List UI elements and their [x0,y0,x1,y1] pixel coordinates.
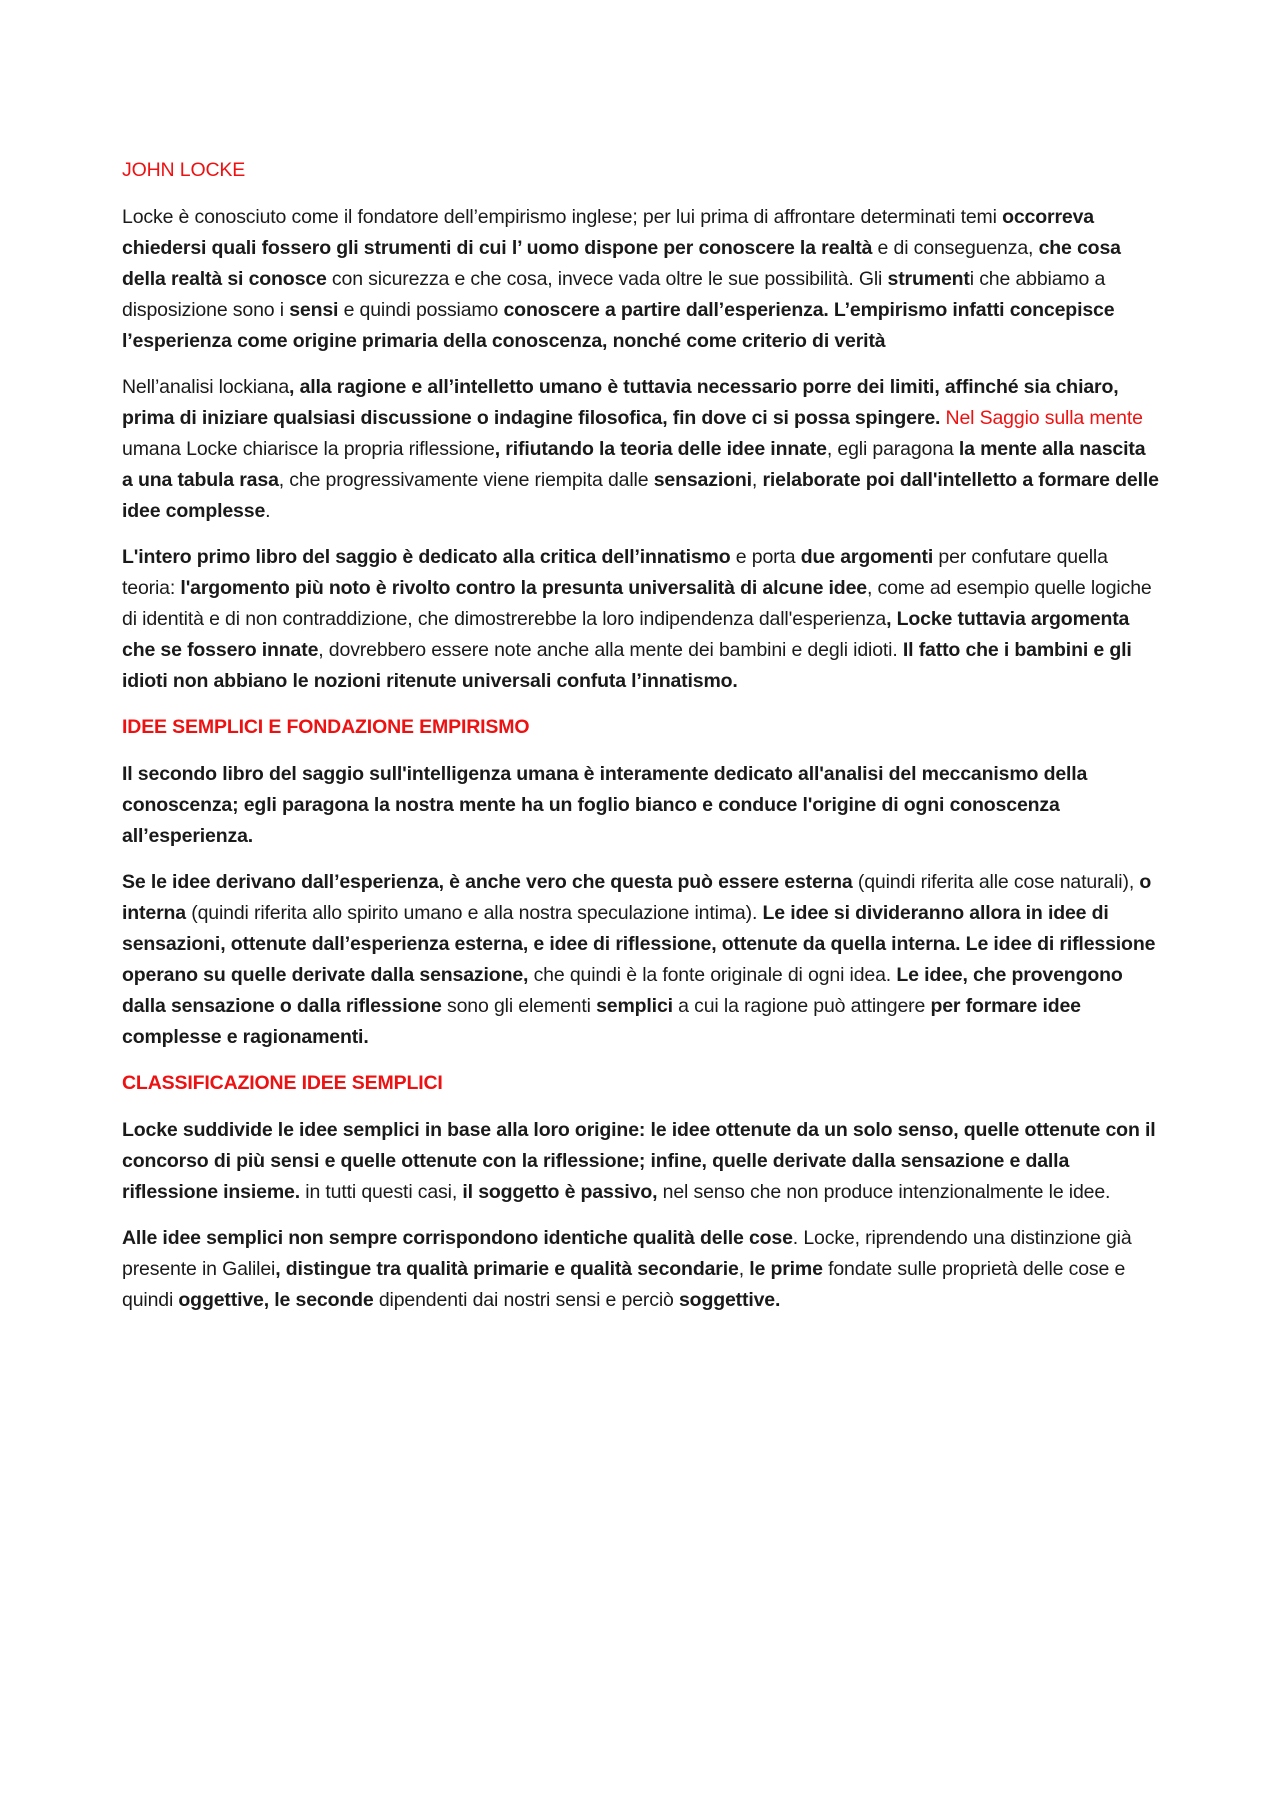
paragraph [122,202,1160,357]
text-run: Locke è conosciuto come il fondatore dell’empirismo inglese; per lui prima di affrontare determinati temi [122,206,1003,228]
paragraph [122,542,1160,697]
text-run: , [751,469,763,491]
bold-text: strument [887,268,970,290]
bold-text: occorreva chiedersi quali fossero gli strumenti di cui l’ uomo dispone per conoscere la realtà [122,206,1094,259]
text-run: i che abbiamo a disposizione sono i [122,268,1106,321]
text-run: Nell’analisi lockiana [122,376,290,398]
text-run: , dovrebbero essere note anche alla mente dei bambini e degli idioti. [318,639,903,661]
bold-text: due argomenti [800,546,934,568]
bold-text: Le idee, che provengono dalla sensazione o dalla riflessione [122,964,1123,1017]
bold-text: conoscere a partire dall’esperienza. L’empirismo infatti concepisce l’esperienza come origine primaria della conoscenza, nonché come criterio di verità [122,299,1115,352]
paragraph [122,759,1160,852]
bold-text: , Locke tuttavia argomenta che se fossero innate [122,608,1130,661]
document-section [122,1068,1160,1316]
section-heading: IDEE SEMPLICI E FONDAZIONE EMPIRISMO [122,716,530,738]
text-run: . Locke, riprendendo una distinzione già presente in Galilei [122,1227,1132,1280]
document-body [122,155,1160,1316]
text-run: (quindi riferita allo spirito umano e alla nostra speculazione intima). [185,902,763,924]
text-run: (quindi riferita alle cose naturali), [852,871,1140,893]
bold-text: Le idee si divideranno allora in idee di sensazioni, ottenute dall’esperienza esterna, e idee di riflessione, ottenute da quella interna. Le idee di riflessione operano su quelle derivate dalla sensazione, [122,902,1156,986]
text-run: per confutare quella teoria: [122,546,1108,599]
text-run: , egli paragona [826,438,959,460]
text-run: che quindi è la fonte originale di ogni idea. [528,964,897,986]
bold-text: per formare idee complesse e ragionamenti. [122,995,1081,1048]
bold-text: L'intero primo libro del saggio è dedicato alla critica dell’innatismo [122,546,731,568]
bold-text: sensi [289,299,339,321]
text-run: fondate sulle proprietà delle cose e quindi [122,1258,1126,1311]
text-run: umana Locke chiarisce la propria riflessione [122,438,495,460]
bold-text: il soggetto è passivo, [462,1181,658,1203]
bold-text: o interna [122,871,1152,924]
bold-text: Alle idee semplici non sempre corrispondono identiche qualità delle cose [122,1227,793,1249]
bold-text: , rifiutando la teoria delle idee innate [494,438,827,460]
text-run: e quindi possiamo [338,299,504,321]
text-run: , [738,1258,750,1280]
bold-text: Il fatto che i bambini e gli idioti non abbiano le nozioni ritenute universali confuta l’innatismo. [122,639,1132,692]
bold-text: semplici [596,995,673,1017]
text-run: con sicurezza e che cosa, invece vada oltre le sue possibilità. Gli [326,268,888,290]
paragraph [122,867,1160,1053]
text-run: nel senso che non produce intenzionalmente le idee. [657,1181,1111,1203]
bold-text: le prime [749,1258,823,1280]
bold-text: soggettive. [678,1289,781,1311]
bold-text: Locke suddivide le idee semplici in base alla loro origine: le idee ottenute da un solo senso, quelle ottenute con il concorso di più sensi e quelle ottenute con la riflessione; infine, quelle derivate dalla sensazione e dalla riflessione insieme. [122,1119,1156,1203]
text-run: a cui la ragione può attingere [672,995,931,1017]
text-run: dipendenti dai nostri sensi e perciò [373,1289,679,1311]
bold-text: , alla ragione e all’intelletto umano è tuttavia necessario porre dei limiti, affinché sia chiaro, prima di iniziare qualsiasi discussione o indagine filosofica, fin dove ci si possa spingere. [122,376,1119,429]
paragraph [122,1223,1160,1316]
text-run: e porta [730,546,801,568]
bold-text: oggettive, le seconde [178,1289,374,1311]
text-run: sono gli elementi [441,995,597,1017]
bold-text: sensazioni [653,469,752,491]
text-run: in tutti questi casi, [300,1181,463,1203]
bold-text: Il secondo libro del saggio sull'intelligenza umana è interamente dedicato all'analisi del meccanismo della conoscenza; egli paragona la nostra mente ha un foglio bianco e conduce l'origine di ogni conoscenza all’esperienza. [122,763,1088,847]
bold-text: la mente alla nascita a una tabula rasa [122,438,1146,491]
text-run: , che progressivamente viene riempita dalle [278,469,654,491]
bold-text: che cosa della realtà si conosce [122,237,1121,290]
text-run: . [265,500,271,522]
paragraph [122,1115,1160,1208]
bold-text: rielaborate poi dall'intelletto a formare delle idee complesse [122,469,1159,522]
bold-text: , distingue tra qualità primarie e qualità secondarie [275,1258,739,1280]
section-heading: CLASSIFICAZIONE IDEE SEMPLICI [122,1072,443,1094]
document-title: JOHN LOCKE [122,159,246,181]
bold-text: Se le idee derivano dall’esperienza, è anche vero che questa può essere esterna [122,871,853,893]
document-section [122,712,1160,1053]
highlighted-text: Nel Saggio sulla mente [940,407,1143,429]
paragraph [122,372,1160,527]
document-section [122,202,1160,697]
bold-text: l'argomento più noto è rivolto contro la presunta universalità di alcune idee [180,577,867,599]
text-run: e di conseguenza, [872,237,1039,259]
text-run: , come ad esempio quelle logiche di identità e di non contraddizione, che dimostrerebbe la loro indipendenza dall'esperienza [122,577,1152,630]
